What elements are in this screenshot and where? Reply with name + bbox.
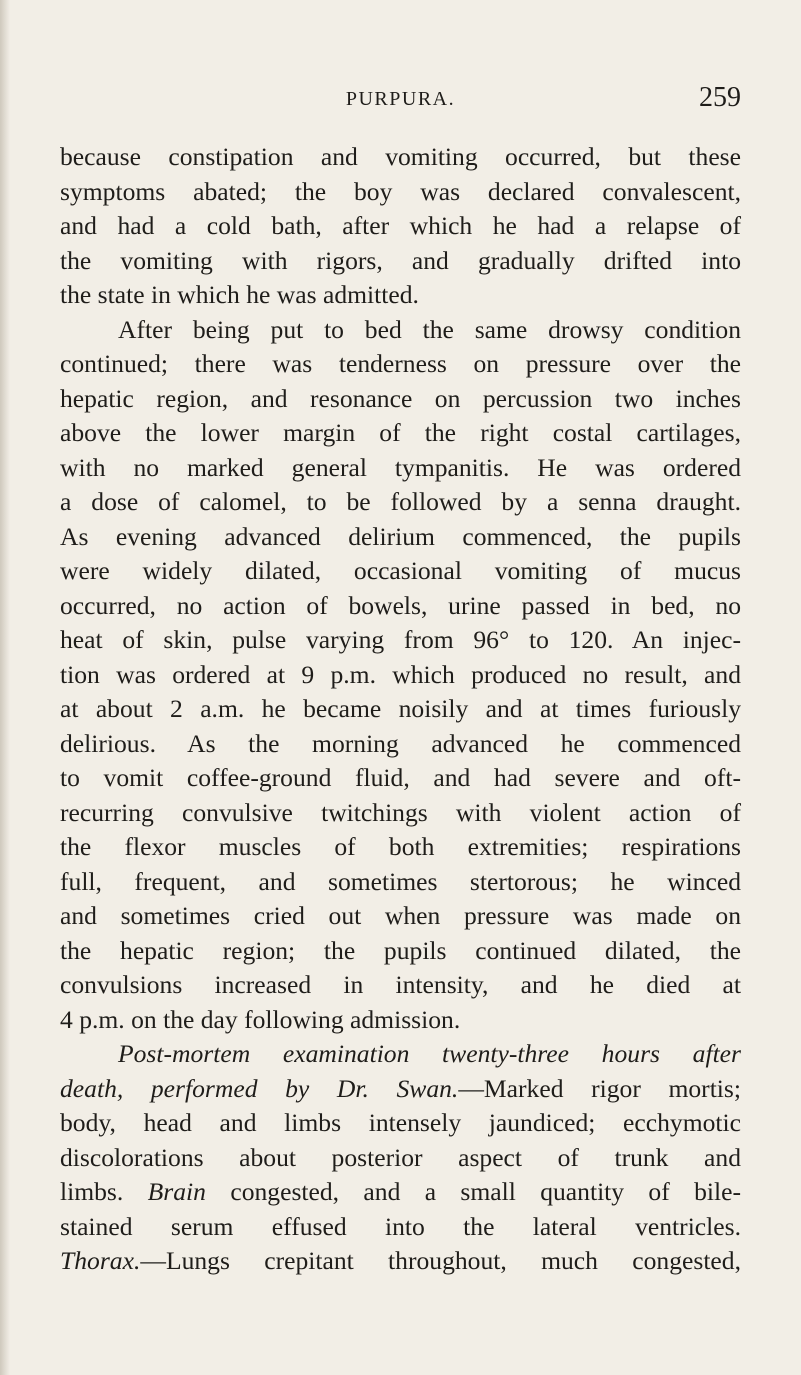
text-line: the state in which he was admitted.	[60, 280, 419, 309]
text-line: As evening advanced delirium commenced, the pupils	[60, 521, 741, 551]
postmortem-heading-cont: death, performed by Dr. Swan.	[60, 1073, 459, 1103]
body-text	[60, 140, 741, 1279]
postmortem-heading-line	[60, 1037, 741, 1072]
text-line: occurred, no action of bowels, urine passed in bed, no	[60, 590, 741, 620]
thorax-label: Thorax.	[60, 1246, 141, 1275]
text-line: After being put to bed the same drowsy condition	[118, 314, 741, 344]
text-line: because constipation and vomiting occurred, but these	[60, 142, 741, 171]
text-line: delirious. As the morning advanced he commenced	[60, 728, 741, 758]
text-line: hepatic region, and resonance on percussion two inches	[60, 383, 741, 413]
text-line: 4 p.m. on the day following admission.	[60, 1004, 461, 1034]
running-head: PURPURA.	[345, 88, 456, 110]
text-line: the flexor muscles of both extremities; respirations	[60, 832, 741, 861]
text-line: body, head and limbs intensely jaundiced; ecchymotic	[60, 1108, 741, 1137]
text-line: full, frequent, and sometimes stertorous; he winced	[60, 866, 741, 896]
text-fragment: —Lungs crepitant throughout, much congested,	[140, 1246, 741, 1275]
text-line: above the lower margin of the right costal cartilages,	[60, 418, 741, 447]
text-line: a dose of calomel, to be followed by a senna draught.	[60, 487, 741, 516]
text-line: stained serum effused into the lateral ventricles.	[60, 1211, 741, 1241]
postmortem-heading: Post-mortem examination twenty-three hours after	[118, 1039, 741, 1068]
page-number: 259	[699, 82, 741, 113]
text-line	[60, 1072, 741, 1107]
text-line: with no marked general tympanitis. He was ordered	[60, 452, 741, 482]
text-line: tion was ordered at 9 p.m. which produced no result, and	[60, 659, 741, 689]
text-line: recurring convulsive twitchings with violent action of	[60, 797, 741, 827]
text-line: were widely dilated, occasional vomiting of mucus	[60, 556, 741, 585]
text-line: convulsions increased in intensity, and he died at	[60, 970, 741, 999]
text-line: to vomit coffee-ground fluid, and had severe and oft-	[60, 763, 741, 792]
text-fragment: limbs.	[60, 1177, 124, 1206]
text-line: the vomiting with rigors, and gradually drifted into	[60, 245, 741, 275]
text-line: symptoms abated; the boy was declared convalescent,	[60, 176, 741, 206]
text-fragment: —Marked rigor mortis;	[458, 1073, 741, 1103]
text-line: and had a cold bath, after which he had a relapse of	[60, 211, 741, 240]
text-line: the hepatic region; the pupils continued dilated, the	[60, 935, 741, 965]
text-line: continued; there was tenderness on pressure over the	[60, 349, 741, 378]
text-line: at about 2 a.m. he became noisily and at times furiously	[60, 694, 741, 723]
page-edge	[0, 0, 10, 1375]
brain-label: Brain	[147, 1177, 206, 1206]
text-fragment: congested, and a small quantity of bile-	[230, 1177, 742, 1206]
text-line	[60, 1244, 741, 1279]
text-line	[60, 1175, 741, 1210]
text-line: discolorations about posterior aspect of trunk and	[60, 1142, 741, 1172]
page-header	[60, 82, 741, 122]
text-line: and sometimes cried out when pressure was made on	[60, 901, 741, 930]
text-line: heat of skin, pulse varying from 96° to 120. An injec-	[60, 625, 741, 654]
